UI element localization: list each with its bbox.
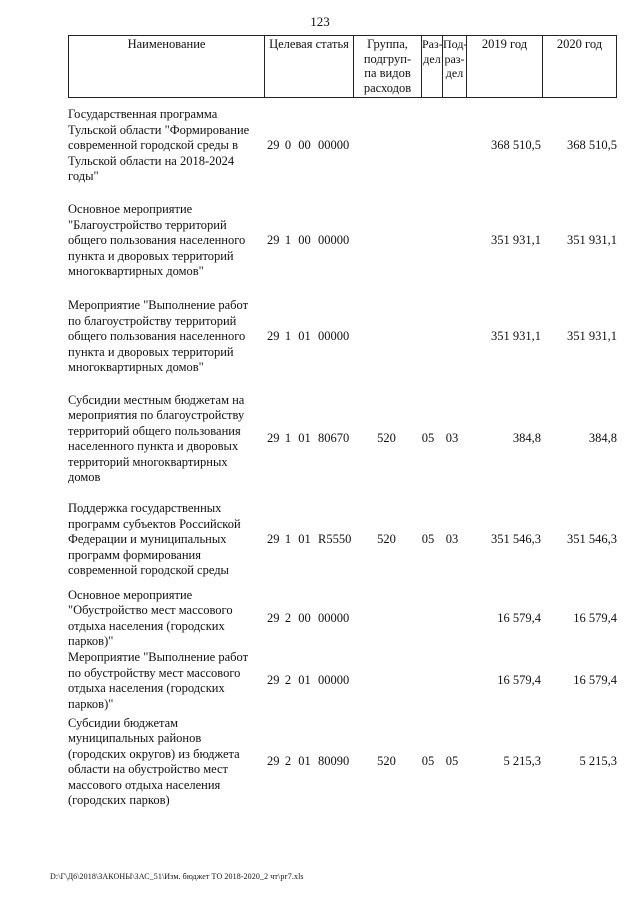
target-article-part: 2 (284, 610, 292, 625)
row-group: 520 (377, 431, 396, 446)
row-name-line: годы" (68, 169, 99, 184)
file-path-footer: D:\Г\Д6\2018\ЗАКОНЫ\ЗАС_51\Изм. бюджет ТО 2018-2020_2 чт\рг7.xls (50, 872, 304, 881)
row-target-article (264, 673, 359, 689)
page-number: 123 (310, 14, 330, 29)
row-value-2020: 5 215,3 (579, 754, 617, 769)
header-subsection (442, 35, 466, 97)
header-group (353, 35, 421, 97)
target-article-part: 00000 (318, 673, 350, 688)
row-name-line: современной городской среды (68, 563, 229, 578)
target-article-part: 00000 (318, 138, 350, 153)
target-article-part: 1 (284, 329, 292, 344)
row-value-2019: 351 546,3 (491, 532, 541, 547)
row-name-line: пункта и дворовых территорий (68, 248, 234, 263)
row-name-line: отдыха населения (городских (68, 618, 225, 633)
target-article-part: 00000 (318, 329, 350, 344)
row-name-line: отдыха населения (городских (68, 681, 225, 695)
row-name-line: парков)" (68, 634, 114, 648)
row-subsection: 03 (445, 532, 459, 547)
table-header (68, 35, 617, 97)
target-article-part: 29 (267, 329, 280, 344)
row-name-line: Мероприятие "Выполнение работ (68, 650, 249, 664)
row-name-line: домов (68, 470, 101, 484)
row-name-line: (городских парков) (68, 793, 170, 807)
row-value-2020: 351 546,3 (567, 532, 617, 547)
row-name (68, 393, 264, 486)
row-name-line: пункта и дворовых территорий (68, 344, 234, 359)
row-value-2019: 16 579,4 (497, 673, 541, 688)
header-group-line: Группа, (367, 37, 408, 51)
target-article-part: 00 (298, 138, 311, 153)
row-name (68, 716, 264, 809)
target-article-part: 2 (284, 673, 292, 688)
row-name-line: массового отдыха населения (68, 777, 221, 792)
row-name-line: Субсидии бюджетам (68, 715, 179, 730)
table-row (68, 289, 617, 385)
row-value-2020: 351 931,1 (567, 329, 617, 344)
target-article-part: 01 (298, 431, 311, 446)
target-article-part: 29 (267, 673, 280, 688)
row-section: 05 (421, 431, 435, 446)
row-target-article (264, 329, 359, 345)
row-value-2020: 16 579,4 (573, 610, 617, 625)
target-article-part: 01 (298, 754, 311, 769)
header-group-line: расходов (363, 80, 412, 95)
target-article-part: 0 (284, 138, 292, 153)
row-name-line: Государственная программа (68, 107, 218, 122)
row-name-line: многоквартирных домов" (68, 360, 204, 375)
header-group-line: па видов (364, 66, 411, 80)
row-subsection: 05 (445, 754, 459, 769)
target-article-part: 80670 (318, 431, 350, 446)
row-name-line: программ формирования (68, 547, 201, 562)
target-article-part: 01 (298, 532, 311, 547)
target-article-part: 29 (267, 138, 280, 153)
row-name-line: "Обустройство мест массового (68, 603, 233, 617)
target-article-part: 00000 (318, 233, 350, 248)
row-name-line: общего пользования населенного (68, 329, 246, 344)
row-value-2019: 16 579,4 (497, 610, 541, 625)
row-value-2019: 5 215,3 (503, 754, 541, 769)
row-value-2020: 16 579,4 (573, 673, 617, 688)
target-article-part: 29 (267, 532, 280, 547)
row-value-2019: 384,8 (512, 431, 541, 446)
target-article-part: 01 (298, 329, 311, 344)
row-section: 05 (421, 754, 435, 769)
row-name (68, 107, 264, 185)
target-article-part: 00000 (318, 610, 350, 625)
table-row (68, 587, 617, 650)
row-name (68, 202, 264, 280)
row-subsection: 03 (445, 431, 459, 446)
table-row (68, 193, 617, 289)
row-name-line: области на обустройство мест (68, 762, 228, 776)
row-name-line: по обустройству мест массового (68, 665, 241, 680)
row-name-line: (городских округов) из бюджета (68, 746, 240, 761)
row-name-line: многоквартирных домов" (68, 264, 204, 279)
row-value-2019: 351 931,1 (491, 233, 541, 248)
row-name (68, 298, 264, 376)
header-subsection-line: дел (445, 66, 464, 80)
table-row (68, 712, 617, 812)
row-name-line: Тульской области на 2018-2024 (68, 153, 235, 168)
row-name-line: Мероприятие "Выполнение работ (68, 298, 249, 313)
target-article-part: 2 (284, 754, 292, 769)
row-name (68, 650, 264, 712)
header-target-article: Целевая статья (264, 35, 353, 97)
table-body (68, 99, 617, 812)
row-name (68, 588, 264, 650)
row-name-line: по благоустройству территорий (68, 313, 237, 328)
row-name-line: Поддержка государственных (68, 501, 222, 516)
header-year-2020: 2020 год (542, 35, 617, 97)
target-article-part: 1 (284, 233, 292, 248)
row-name-line: населенного пункта и дворовых (68, 439, 239, 453)
header-subsection-line: раз- (444, 51, 465, 66)
target-article-part: R5550 (318, 532, 352, 547)
target-article-part: 29 (267, 233, 280, 248)
target-article-part: 80090 (318, 754, 350, 769)
row-value-2020: 384,8 (588, 431, 617, 446)
row-name-line: Тульской области "Формирование (68, 122, 250, 137)
table-row (68, 99, 617, 193)
budget-table (68, 35, 617, 807)
row-target-article (264, 138, 359, 154)
row-name-line: "Благоустройство территорий (68, 217, 227, 232)
row-value-2020: 368 510,5 (567, 138, 617, 153)
header-section-line: Раз- (422, 37, 443, 51)
target-article-part: 1 (284, 532, 292, 547)
row-name-line: программ субъектов Российской (68, 516, 241, 531)
row-section: 05 (421, 532, 435, 547)
row-name-line: Субсидии местным бюджетам на (68, 392, 245, 407)
header-name: Наименование (68, 35, 264, 97)
row-name-line: мероприятия по благоустройству (68, 408, 245, 422)
target-article-part: 1 (284, 431, 292, 446)
row-name-line: Федерации и муниципальных (68, 532, 227, 547)
row-value-2019: 351 931,1 (491, 329, 541, 344)
target-article-part: 01 (298, 673, 311, 688)
row-name-line: муниципальных районов (68, 731, 202, 745)
row-name (68, 501, 264, 579)
target-article-part: 00 (298, 610, 311, 625)
row-value-2019: 368 510,5 (491, 138, 541, 153)
row-name-line: парков)" (68, 696, 114, 711)
target-article-part: 29 (267, 431, 280, 446)
table-row (68, 650, 617, 712)
target-article-part: 29 (267, 610, 280, 625)
row-name-line: общего пользования населенного (68, 233, 246, 248)
row-name-line: современной городской среды в (68, 138, 238, 153)
row-name-line: Основное мероприятие (68, 587, 193, 602)
table-row (68, 493, 617, 587)
row-target-article (264, 431, 359, 447)
row-value-2020: 351 931,1 (567, 233, 617, 248)
row-target-article (264, 754, 359, 770)
header-section (421, 35, 442, 97)
row-name-line: территорий многоквартирных (68, 454, 228, 469)
row-name-line: территорий общего пользования (68, 423, 241, 438)
header-subsection-line: Под- (443, 37, 468, 51)
header-group-line: подгруп- (363, 51, 412, 66)
header-year-2019: 2019 год (466, 35, 542, 97)
table-row (68, 385, 617, 493)
target-article-part: 29 (267, 754, 280, 769)
header-section-line: дел (423, 51, 441, 66)
row-target-article (264, 611, 359, 627)
row-group: 520 (377, 532, 396, 547)
row-target-article (264, 532, 359, 548)
row-group: 520 (377, 754, 396, 769)
target-article-part: 00 (298, 233, 311, 248)
row-name-line: Основное мероприятие (68, 202, 193, 217)
row-target-article (264, 233, 359, 249)
